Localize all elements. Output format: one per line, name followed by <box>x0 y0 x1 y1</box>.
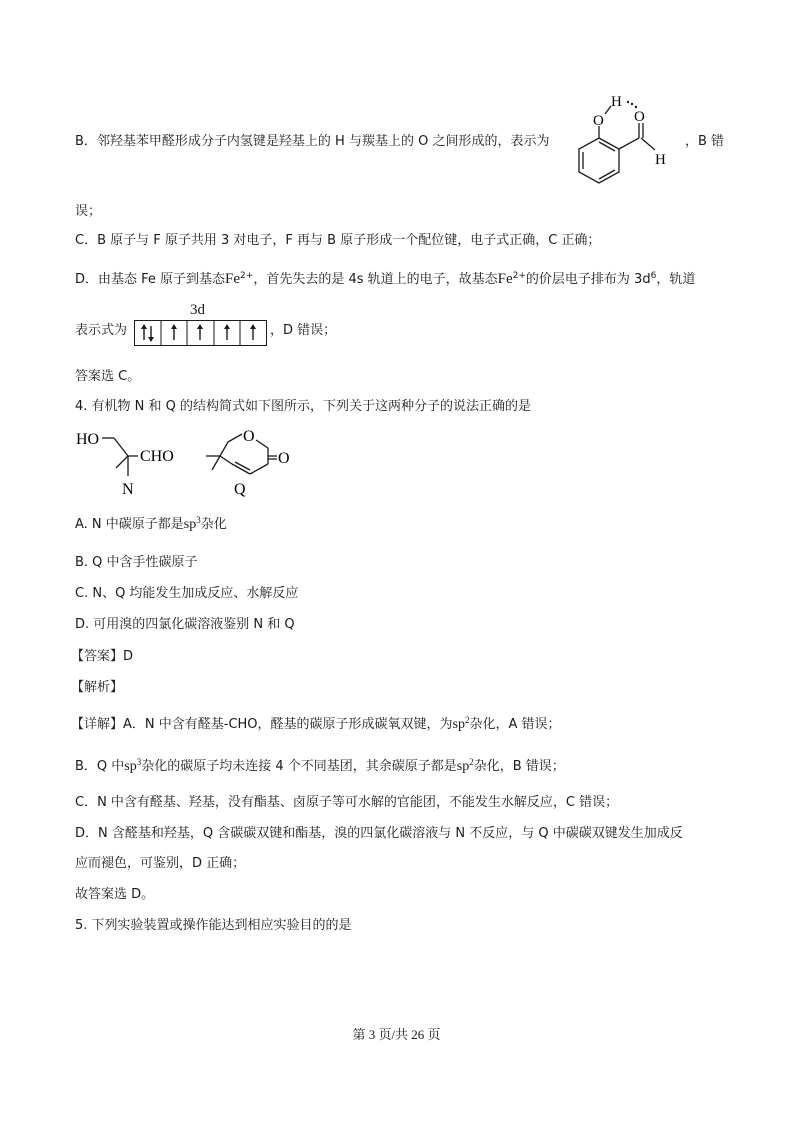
mol-Q-keto-o: O <box>278 450 290 467</box>
mol-Q-label: Q <box>234 481 246 498</box>
sp-detB-1: sp <box>124 759 137 774</box>
sup-2-detA: 2 <box>464 715 470 725</box>
line-D-cont2: ，D 错误； <box>270 323 337 338</box>
option-C: C. N、Q 均能发生加成反应、水解反应 <box>75 586 299 601</box>
detail-B-part3: 杂化，B 错误； <box>473 759 565 774</box>
line-B-prefix: B．邻羟基苯甲醛形成分子内氢键是羟基上的 H 与羰基上的 O 之间形成的，表示为 <box>75 134 550 149</box>
detail-D-2: 应而褪色，可鉴别，D 正确； <box>75 856 246 871</box>
mol-Q-ring-o: O <box>243 428 255 445</box>
detail-C: C．N 中含有醛基、羟基，没有酯基、卤原子等可水解的官能团，不能发生水解反应，C 错误； <box>75 795 619 810</box>
aldehyde-hydrogen: H <box>655 152 666 168</box>
oh-oxygen: O <box>593 113 604 129</box>
fe-symbol-1: Fe <box>225 271 241 287</box>
sup-2-detB: 2 <box>469 757 474 767</box>
mol-N-cho: CHO <box>140 448 174 465</box>
detail-A-part2: 杂化，A 错误； <box>469 717 561 732</box>
line-D <box>75 270 695 289</box>
detail-A-part1: 【详解】A．N 中含有醛基-CHO，醛基的碳原子形成碳氧双键，为 <box>71 717 453 732</box>
line-D-part2: ，首先失去的是 4s 轨道上的电子，故基态 <box>253 272 498 287</box>
line-D-part4: ，轨道 <box>656 272 696 287</box>
mol-N-label: N <box>122 481 134 498</box>
line-C: C．B 原子与 F 原子共用 3 对电子，F 再与 B 原子形成一个配位键，电子式正确，C 正确； <box>75 233 601 248</box>
answer-tag: 【答案】D <box>71 649 134 664</box>
detail-B-part1: B．Q 中 <box>75 759 125 774</box>
orbital-label: 3d <box>190 302 205 318</box>
line-D-part1: D．由基态 Fe 原子到基态 <box>75 272 226 287</box>
sp-detA: sp <box>452 717 465 732</box>
option-A <box>75 516 227 534</box>
option-D: D. 可用溴的四氯化碳溶液鉴别 N 和 Q <box>75 617 295 632</box>
line-D-part3: 的价层电子排布为 3d <box>525 272 651 287</box>
page-footer: 第 3 页/共 26 页 <box>352 1027 441 1042</box>
line-B <box>75 133 549 151</box>
option-A-part2: 杂化 <box>200 517 227 532</box>
analysis-tag: 【解析】 <box>71 680 124 695</box>
carbonyl-oxygen: O <box>634 109 645 125</box>
orbital-diagram <box>134 320 267 346</box>
mol-N-ho: HO <box>76 431 100 448</box>
sup-3-detB: 3 <box>136 757 142 767</box>
q4-stem: 4. 有机物 N 和 Q 的结构简式如下图所示，下列关于这两种分子的说法正确的是 <box>75 399 532 414</box>
sup-3-A: 3 <box>196 515 201 525</box>
answer-prev: 答案选 C。 <box>75 369 141 384</box>
option-B: B. Q 中含手性碳原子 <box>75 555 198 570</box>
line-B-suffix: ，B 错 <box>685 134 725 149</box>
final-answer: 故答案选 D。 <box>75 887 155 902</box>
salicylaldehyde-structure <box>573 90 685 190</box>
molecules-N-Q <box>72 424 312 500</box>
sup-6: 6 <box>650 271 657 281</box>
detail-A <box>71 716 561 734</box>
hydroxyl-hydrogen: H <box>611 94 622 110</box>
line-D-cont1: 表示式为 <box>75 323 128 338</box>
fe-charge-2: 2+ <box>512 271 526 281</box>
q5-stem: 5. 下列实验装置或操作能达到相应实验目的的是 <box>75 918 352 933</box>
option-A-part1: A. N 中碳原子都是 <box>75 517 184 532</box>
sp-detB-2: sp <box>456 759 470 774</box>
fe-symbol-2: Fe <box>497 271 513 287</box>
detail-B <box>75 758 565 776</box>
sp-A: sp <box>183 517 197 532</box>
detail-D-1: D．N 含醛基和羟基，Q 含碳碳双键和酯基，溴的四氯化碳溶液与 N 不反应，与 Q 中碳碳双键发生加成反 <box>75 826 683 841</box>
fe-charge-1: 2+ <box>240 271 254 281</box>
detail-B-part2: 杂化的碳原子均未连接 4 个不同基团，其余碳原子都是 <box>141 759 457 774</box>
line-B-cont: 误； <box>75 204 102 219</box>
